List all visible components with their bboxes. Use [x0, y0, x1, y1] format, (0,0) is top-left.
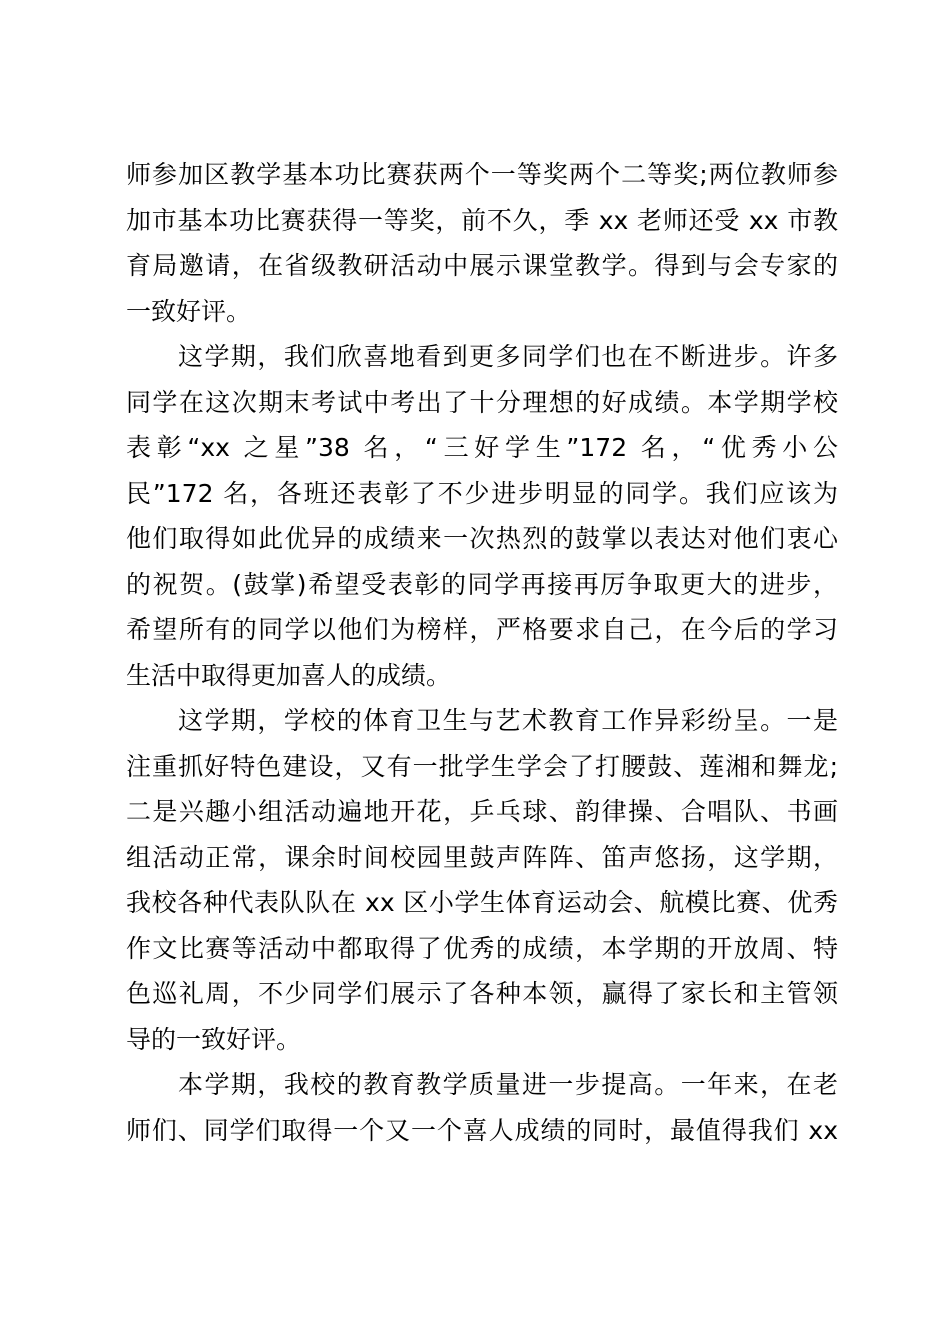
- text-line: 师参加区教学基本功比赛获两个一等奖两个二等奖;两位教师参: [126, 160, 838, 189]
- text-line: 生活中取得更加喜人的成绩。: [126, 660, 452, 690]
- text-line: 导的一致好评。: [126, 1024, 302, 1054]
- text-line: 作文比赛等活动中都取得了优秀的成绩，本学期的开放周、特: [126, 933, 838, 963]
- text-line: 师们、同学们取得一个又一个喜人成绩的同时，最值得我们 xx: [126, 1115, 838, 1145]
- text-line: 的祝贺。(鼓掌)希望受表彰的同学再接再厉争取更大的进步，: [126, 569, 838, 599]
- paragraph-first-line: 这学期，我们欣喜地看到更多同学们也在不断进步。许多: [178, 342, 838, 371]
- text-line: 表彰“xx 之星”38 名，“三好学生”172 名，“优秀小公: [126, 433, 838, 462]
- text-line: 组活动正常，课余时间校园里鼓声阵阵、笛声悠扬，这学期，: [126, 842, 838, 872]
- text-line: 民”172 名，各班还表彰了不少进步明显的同学。我们应该为: [126, 478, 838, 508]
- text-line: 色巡礼周，不少同学们展示了各种本领，赢得了家长和主管领: [126, 979, 838, 1008]
- text-line: 育局邀请，在省级教研活动中展示课堂教学。得到与会专家的: [126, 251, 838, 280]
- text-line: 他们取得如此优异的成绩来一次热烈的鼓掌以表达对他们衷心: [126, 524, 838, 553]
- text-line: 注重抓好特色建设，又有一批学生学会了打腰鼓、莲湘和舞龙;: [126, 751, 838, 781]
- paragraph-first-line: 这学期，学校的体育卫生与艺术教育工作异彩纷呈。一是: [178, 706, 838, 735]
- text-line: 同学在这次期末考试中考出了十分理想的好成绩。本学期学校: [126, 387, 838, 417]
- text-line: 希望所有的同学以他们为榜样，严格要求自己，在今后的学习: [126, 615, 838, 644]
- text-line: 二是兴趣小组活动遍地开花，乒乓球、韵律操、合唱队、书画: [126, 797, 838, 826]
- document-body: [126, 152, 838, 1153]
- text-line: 加市基本功比赛获得一等奖，前不久，季 xx 老师还受 xx 市教: [126, 205, 838, 235]
- paragraph-first-line: 本学期，我校的教育教学质量进一步提高。一年来，在老: [178, 1070, 838, 1099]
- text-line: 一致好评。: [126, 296, 252, 326]
- text-line: 我校各种代表队队在 xx 区小学生体育运动会、航模比赛、优秀: [126, 888, 838, 917]
